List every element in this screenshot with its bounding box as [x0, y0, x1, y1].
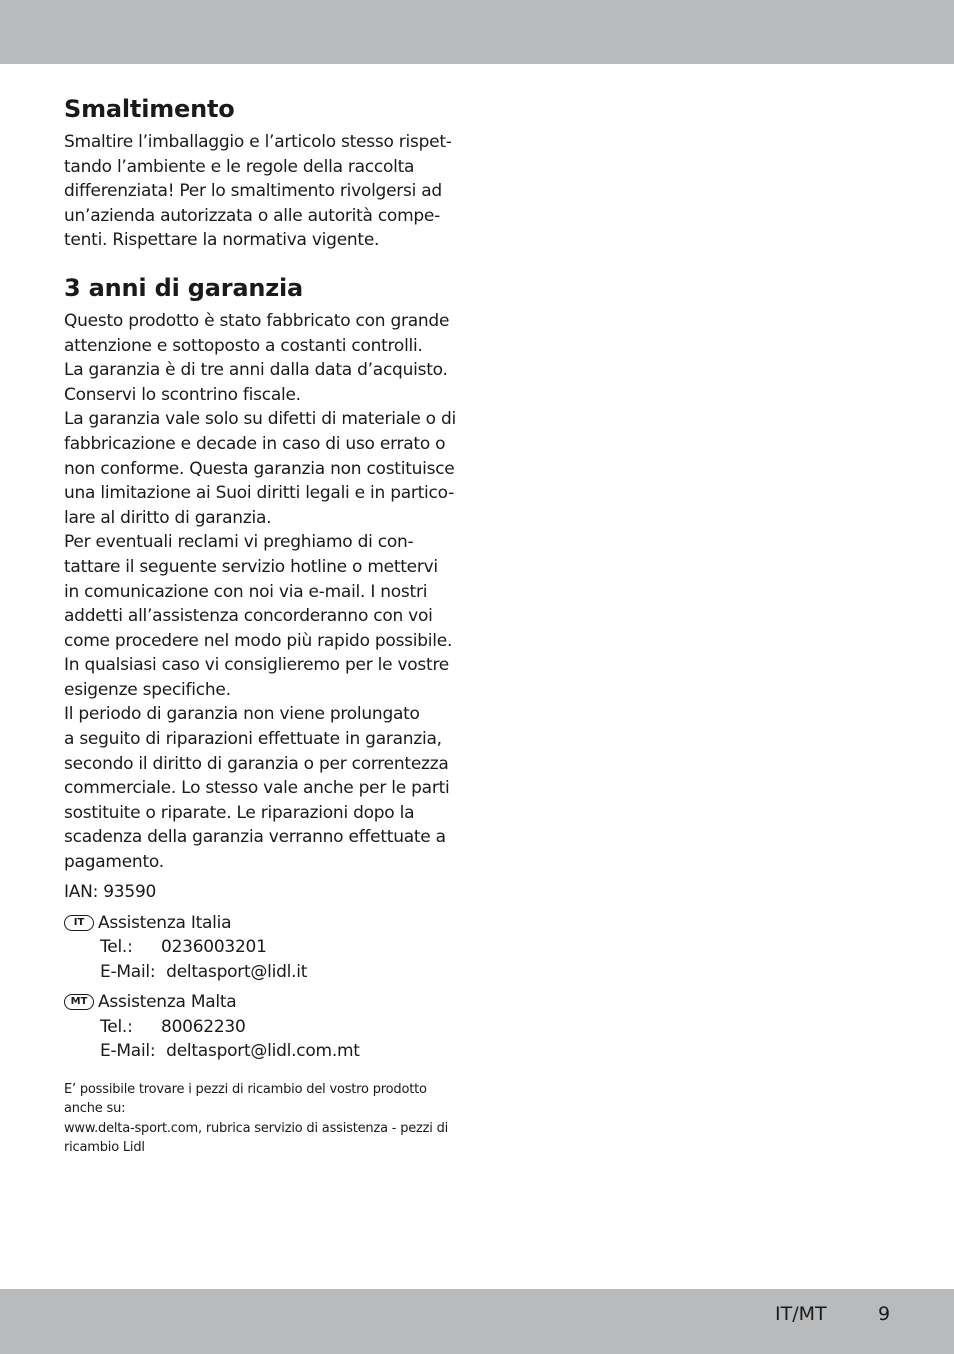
contact-malta [64, 990, 454, 1064]
contact-name: Assistenza Malta [98, 992, 237, 1013]
note-line: E’ possibile trovare i pezzi di ricambio del vostro prodotto [64, 1081, 427, 1097]
text-line: Smaltire l’imballaggio e l’articolo stesso rispet- [64, 132, 452, 152]
text-line: come procedere nel modo più rapido possibile. [64, 630, 453, 651]
phone-number: 0236003201 [161, 937, 267, 958]
text-line: sostituite o riparate. Le riparazioni dopo la [64, 802, 415, 823]
text-line: addetti all’assistenza concorderanno con voi [64, 606, 433, 627]
disposal-paragraph [64, 130, 454, 253]
text-line: a seguito di riparazioni effettuate in garanzia, [64, 729, 442, 750]
text-line: pagamento. [64, 852, 164, 873]
text-line: commerciale. Lo stesso vale anche per le parti [64, 778, 450, 799]
header-bar [0, 0, 954, 64]
text-line: La garanzia è di tre anni dalla data d’acquisto. [64, 360, 448, 381]
contact-name: Assistenza Italia [98, 912, 232, 933]
text-line: non conforme. Questa garanzia non costituisce [64, 458, 455, 479]
email-address: deltasport@lidl.com.mt [166, 1041, 360, 1062]
tel-label: Tel.: [100, 937, 133, 958]
text-line: in comunicazione con noi via e-mail. I nostri [64, 581, 428, 602]
note-line: www.delta-sport.com, rubrica servizio di assistenza - pezzi di [64, 1120, 449, 1136]
contact-italy [64, 911, 454, 985]
section-title-disposal: Smaltimento [64, 95, 235, 123]
text-line: una limitazione ai Suoi diritti legali e in partico- [64, 483, 454, 504]
footer-language-code: IT/MT [775, 1303, 827, 1325]
section-title-warranty: 3 anni di garanzia [64, 273, 304, 302]
text-line: fabbricazione e decade in caso di uso errato o [64, 433, 446, 454]
text-line: differenziata! Per lo smaltimento rivolgersi ad [64, 181, 442, 202]
email-address: deltasport@lidl.it [166, 961, 308, 982]
malta-flag-badge: MT [64, 994, 94, 1010]
text-line: lare al diritto di garanzia. [64, 507, 272, 528]
text-line: La garanzia vale solo su difetti di materiale o di [64, 409, 457, 430]
text-line: tattare il seguente servizio hotline o mettervi [64, 556, 438, 577]
text-line: secondo il diritto di garanzia o per correntezza [64, 753, 449, 774]
text-line: Il periodo di garanzia non viene prolungato [64, 704, 420, 725]
text-line: attenzione e sottoposto a costanti controlli. [64, 335, 423, 356]
text-line: scadenza della garanzia verranno effettuate a [64, 827, 446, 848]
note-line: anche su: [64, 1101, 126, 1117]
text-line: un’azienda autorizzata o alle autorità compe- [64, 205, 441, 226]
phone-number: 80062230 [161, 1016, 246, 1037]
text-line: Conservi lo scontrino fiscale. [64, 384, 301, 405]
warranty-paragraph [64, 309, 457, 875]
text-line: esigenze specifiche. [64, 679, 231, 700]
text-line: tenti. Rispettare la normativa vigente. [64, 230, 380, 251]
email-label: E-Mail: [100, 1041, 156, 1062]
email-label: E-Mail: [100, 961, 156, 982]
italy-flag-badge: IT [64, 915, 94, 931]
text-line: Questo prodotto è stato fabbricato con grande [64, 310, 450, 331]
text-line: tando l’ambiente e le regole della raccolta [64, 156, 415, 177]
spare-parts-note [64, 1080, 454, 1158]
content-column [64, 92, 457, 1158]
tel-label: Tel.: [100, 1016, 133, 1037]
note-line: ricambio Lidl [64, 1140, 145, 1156]
ian-number: IAN: 93590 [64, 881, 157, 902]
text-line: In qualsiasi caso vi consiglieremo per le vostre [64, 655, 450, 676]
text-line: Per eventuali reclami vi preghiamo di con- [64, 532, 414, 553]
page-number: 9 [878, 1303, 891, 1325]
